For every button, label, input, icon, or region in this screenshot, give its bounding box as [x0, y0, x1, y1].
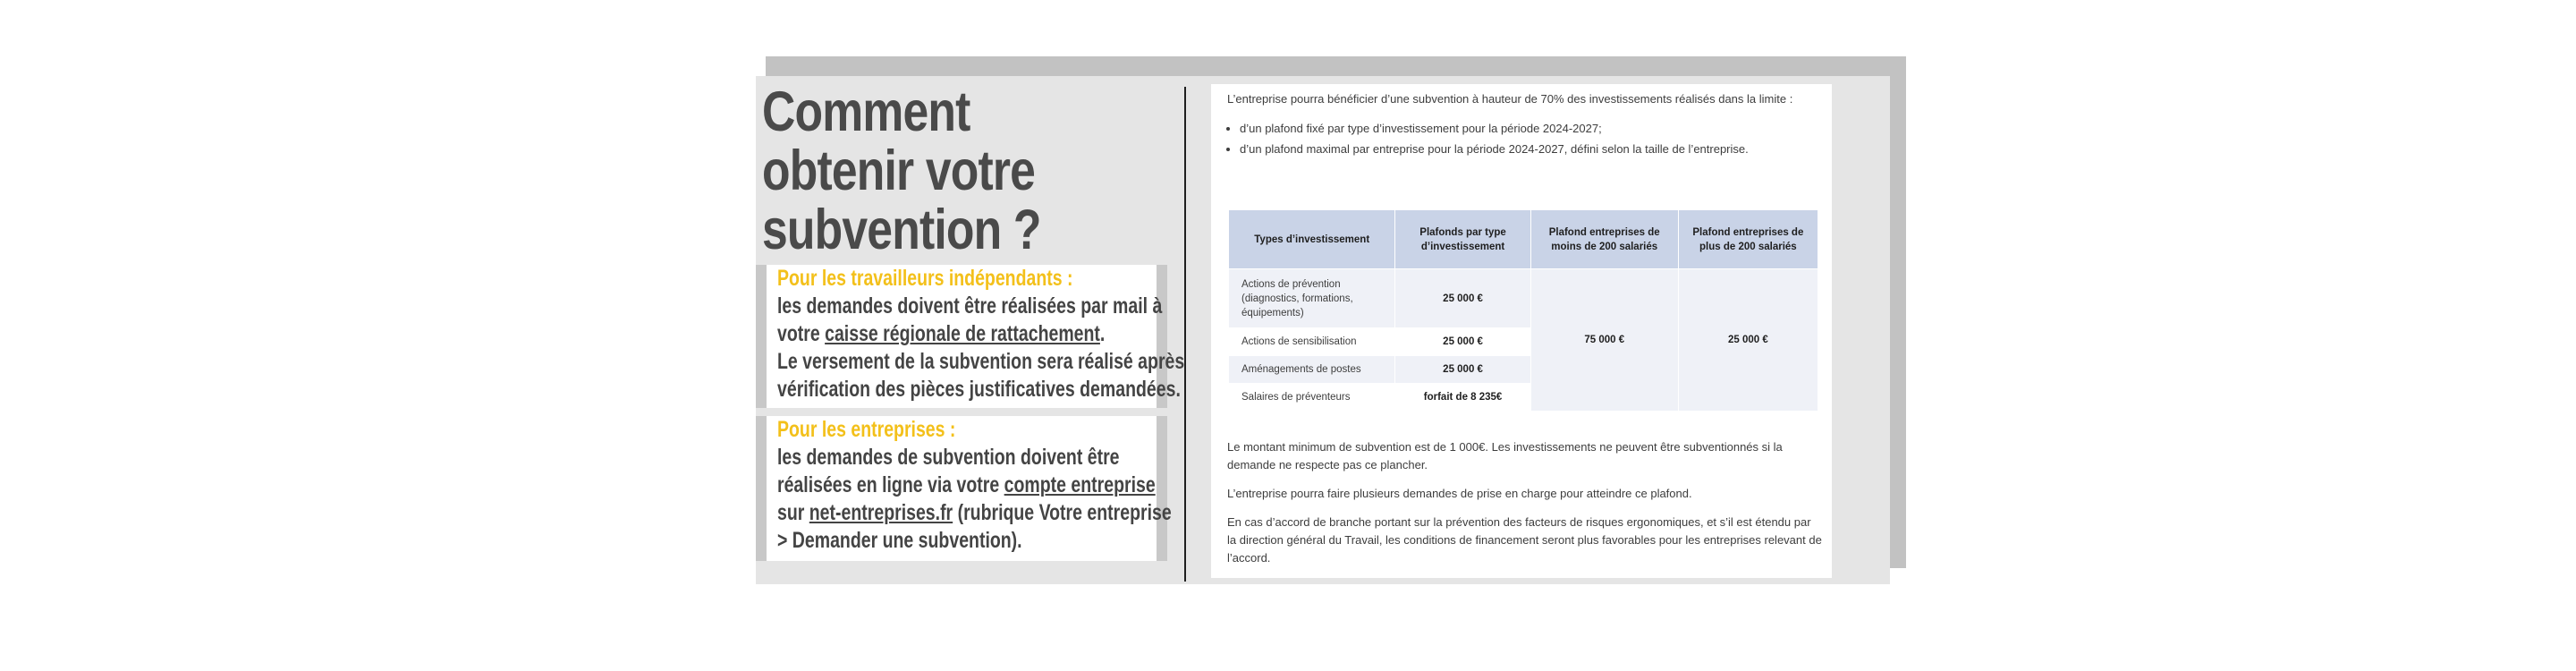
table-cell-moins-200: 75 000 €	[1530, 269, 1678, 412]
table-header: Plafond entreprises de moins de 200 salariés	[1530, 210, 1678, 269]
doc-intro: L’entreprise pourra bénéficier d’une subvention à hauteur de 70% des investissements réalisés dans la limite :	[1227, 92, 1793, 106]
doc-bullet-2: • d’un plafond maximal par entreprise pour la période 2024-2027, défini selon la taille de l’entreprise.	[1240, 139, 1749, 159]
title-line-3: subvention ?	[762, 199, 1041, 261]
doc-para-plusieurs: L’entreprise pourra faire plusieurs demandes de prise en charge pour atteindre ce plafond.	[1227, 487, 1692, 500]
entreprises-line-3: sur net-entreprises.fr (rubrique Votre entreprise	[777, 500, 1172, 525]
entreprises-card	[756, 416, 1172, 561]
table-header: Plafonds par type d’investissement	[1395, 210, 1530, 269]
doc-para-minimum: Le montant minimum de subvention est de 1 000€. Les investissements ne peuvent être subventionnés si la demande ne respecte pas ce plancher.	[1227, 440, 1783, 471]
vertical-divider	[1184, 87, 1186, 582]
independants-line-4: vérification des pièces justificatives demandées.	[777, 377, 1181, 402]
independants-card	[756, 265, 1185, 408]
doc-bullet-1: • d’un plafond fixé par type d’investissement pour la période 2024-2027;	[1240, 118, 1749, 139]
table-row	[1229, 269, 1818, 328]
document-excerpt	[1211, 84, 1832, 578]
table-cell-type: Actions de sensibilisation	[1229, 328, 1395, 356]
table-header: Plafond entreprises de plus de 200 salariés	[1678, 210, 1818, 269]
table-cell-type: Aménagements de postes	[1229, 356, 1395, 384]
doc-bullets	[1227, 118, 1749, 159]
table-cell-plafond: 25 000 €	[1395, 269, 1530, 328]
table-cell-plafond: forfait de 8 235€	[1395, 384, 1530, 412]
doc-para-accord: En cas d’accord de branche portant sur la prévention des facteurs de risques ergonomiques, et s’il est étendu par la direction général du Travail, les conditions de financement seront plus favorables pour les entreprises relevant de l’accord.	[1227, 515, 1822, 565]
subvention-table	[1228, 209, 1818, 412]
table-cell-plus-200: 25 000 €	[1678, 269, 1818, 412]
page-title	[762, 82, 1156, 259]
title-line-2: obtenir votre	[762, 140, 1036, 202]
table-header: Types d’investissement	[1229, 210, 1395, 269]
compte-entreprise-link[interactable]: compte entreprise	[1004, 472, 1156, 497]
net-entreprises-link[interactable]: net-entreprises.fr	[809, 500, 953, 525]
table-cell-type: Salaires de préventeurs	[1229, 384, 1395, 412]
entreprises-line-4: > Demander une subvention).	[777, 528, 1022, 553]
independants-line-1: les demandes doivent être réalisées par mail à	[777, 293, 1163, 319]
table-cell-plafond: 25 000 €	[1395, 328, 1530, 356]
entreprises-line-2: réalisées en ligne via votre compte entreprise	[777, 472, 1156, 497]
caisse-regionale-link[interactable]: caisse régionale de rattachement	[825, 321, 1100, 346]
table-cell-plafond: 25 000 €	[1395, 356, 1530, 384]
table-cell-type: Actions de prévention (diagnostics, formations, équipements)	[1229, 269, 1395, 328]
independants-heading: Pour les travailleurs indépendants :	[777, 266, 1073, 291]
title-line-1: Comment	[762, 81, 970, 143]
entreprises-line-1: les demandes de subvention doivent être	[777, 445, 1120, 470]
independants-line-3: Le versement de la subvention sera réalisé après	[777, 349, 1185, 374]
entreprises-heading: Pour les entreprises :	[777, 417, 956, 442]
independants-line-2: votre caisse régionale de rattachement.	[777, 321, 1106, 346]
